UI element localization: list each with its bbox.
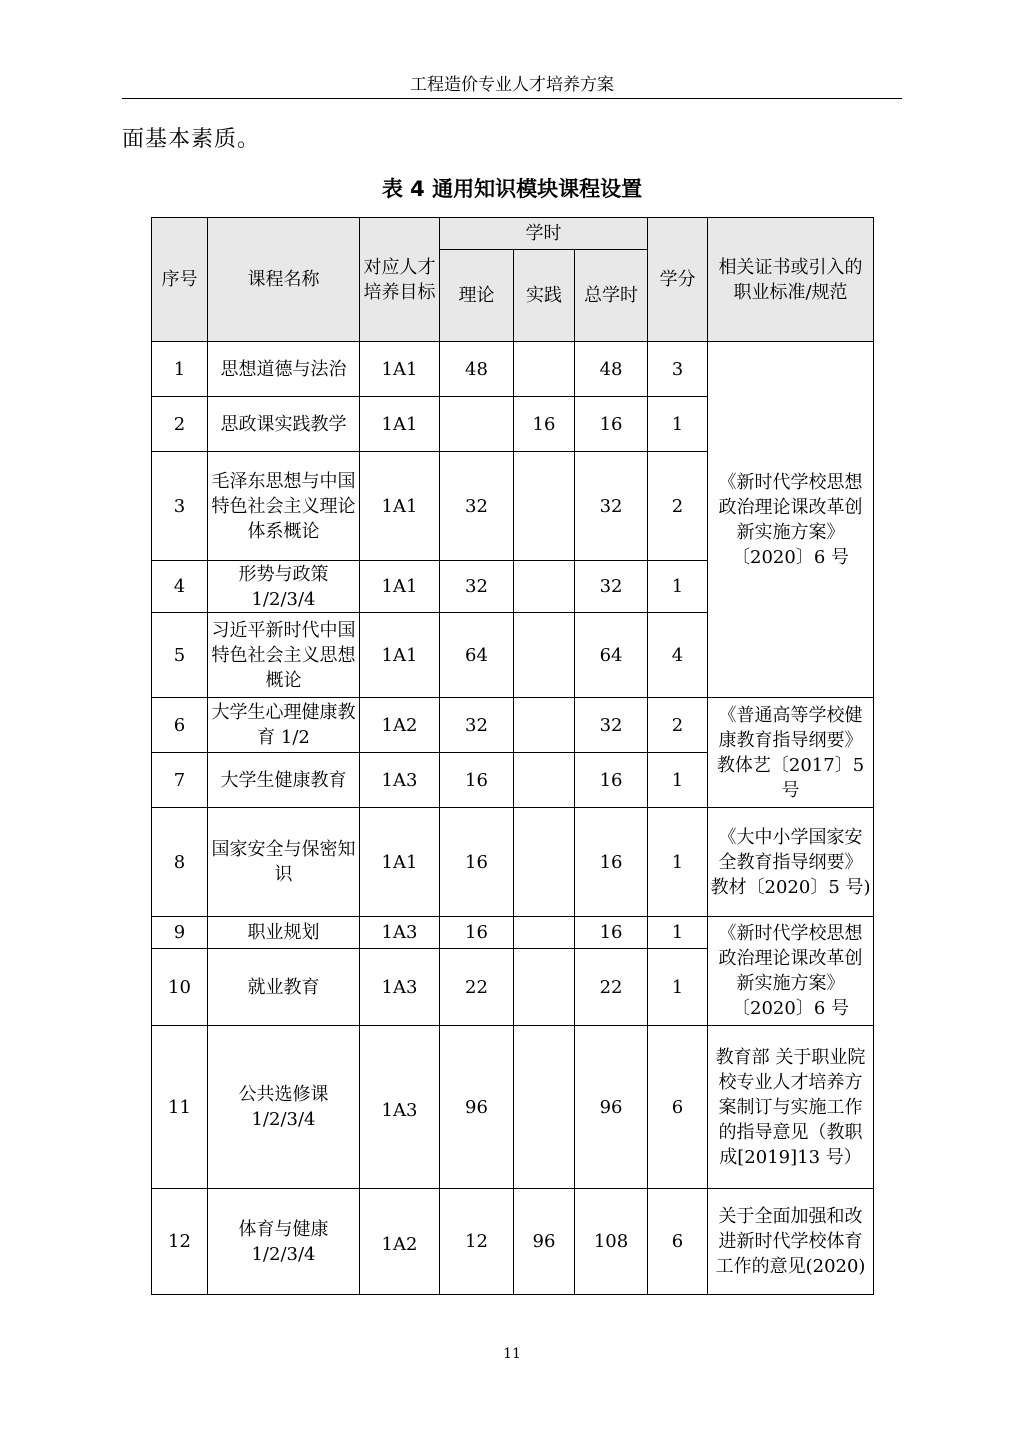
row-seq: 6 [152,698,208,753]
row-target: 1A1 [360,808,440,917]
col-header-cert: 相关证书或引入的职业标准/规范 [708,218,874,342]
row-cert: 《新时代学校思想政治理论课改革创新实施方案》〔2020〕6 号 [708,917,874,1026]
course-table [151,217,874,1295]
row-course-name: 大学生健康教育 [208,753,360,808]
row-target: 1A2 [360,1189,440,1295]
table-row [152,1026,874,1189]
row-credit: 6 [648,1189,708,1295]
row-seq: 7 [152,753,208,808]
table-row [152,808,874,917]
page-number: 11 [503,1346,521,1362]
row-target: 1A3 [360,1026,440,1189]
row-theory: 32 [440,561,514,613]
row-total: 22 [575,949,648,1026]
row-total: 32 [575,561,648,613]
row-practice [514,808,575,917]
row-total: 32 [575,698,648,753]
row-total: 48 [575,342,648,397]
col-header-practice: 实践 [514,250,575,342]
row-total: 16 [575,808,648,917]
col-header-total: 总学时 [575,250,648,342]
row-course-name: 职业规划 [208,917,360,949]
row-seq: 8 [152,808,208,917]
row-target: 1A1 [360,561,440,613]
row-credit: 1 [648,917,708,949]
row-seq: 10 [152,949,208,1026]
row-target: 1A3 [360,917,440,949]
row-theory: 16 [440,917,514,949]
row-practice [514,1026,575,1189]
intro-text: 面基本素质。 [122,127,261,152]
col-header-name: 课程名称 [208,218,360,342]
row-total: 64 [575,613,648,698]
col-header-credit: 学分 [648,218,708,342]
row-course-name: 形势与政策1/2/3/4 [208,561,360,613]
row-credit: 2 [648,452,708,561]
row-total: 16 [575,753,648,808]
row-seq: 3 [152,452,208,561]
row-credit: 2 [648,698,708,753]
row-practice [514,949,575,1026]
row-practice [514,917,575,949]
col-header-seq: 序号 [152,218,208,342]
row-seq: 9 [152,917,208,949]
row-theory: 64 [440,613,514,698]
row-practice [514,342,575,397]
row-course-name: 毛泽东思想与中国特色社会主义理论体系概论 [208,452,360,561]
row-course-name: 体育与健康1/2/3/4 [208,1189,360,1295]
row-seq: 11 [152,1026,208,1189]
table-row [152,1189,874,1295]
row-total: 16 [575,397,648,452]
row-theory: 32 [440,452,514,561]
row-seq: 1 [152,342,208,397]
row-practice: 96 [514,1189,575,1295]
row-cert: 教育部 关于职业院校专业人才培养方案制订与实施工作的指导意见（教职成[2019]13 号） [708,1026,874,1189]
col-header-theory: 理论 [440,250,514,342]
row-practice: 16 [514,397,575,452]
col-header-target: 对应人才培养目标 [360,218,440,342]
row-practice [514,753,575,808]
row-course-name: 思想道德与法治 [208,342,360,397]
row-credit: 4 [648,613,708,698]
row-course-name: 习近平新时代中国特色社会主义思想概论 [208,613,360,698]
row-seq: 5 [152,613,208,698]
table-row [152,698,874,753]
row-total: 16 [575,917,648,949]
row-practice [514,561,575,613]
row-practice [514,613,575,698]
row-course-name: 国家安全与保密知识 [208,808,360,917]
row-course-name: 公共选修课1/2/3/4 [208,1026,360,1189]
row-seq: 2 [152,397,208,452]
row-theory: 16 [440,808,514,917]
row-credit: 1 [648,949,708,1026]
row-target: 1A3 [360,949,440,1026]
row-cert: 《普通高等学校健康教育指导纲要》教体艺〔2017〕5 号 [708,698,874,808]
row-theory: 48 [440,342,514,397]
row-course-name: 大学生心理健康教育 1/2 [208,698,360,753]
row-theory: 16 [440,753,514,808]
row-total: 108 [575,1189,648,1295]
row-total: 32 [575,452,648,561]
row-credit: 6 [648,1026,708,1189]
row-theory: 96 [440,1026,514,1189]
row-cert: 《大中小学国家安全教育指导纲要》教材〔2020〕5 号) [708,808,874,917]
row-cert: 《新时代学校思想政治理论课改革创新实施方案》〔2020〕6 号 [708,342,874,698]
row-target: 1A1 [360,342,440,397]
row-practice [514,452,575,561]
row-theory: 12 [440,1189,514,1295]
row-total: 96 [575,1026,648,1189]
table-row [152,342,874,397]
row-credit: 1 [648,561,708,613]
row-course-name: 就业教育 [208,949,360,1026]
row-credit: 1 [648,397,708,452]
row-seq: 12 [152,1189,208,1295]
row-target: 1A3 [360,753,440,808]
header-divider [122,98,902,99]
row-credit: 3 [648,342,708,397]
row-seq: 4 [152,561,208,613]
row-course-name: 思政课实践教学 [208,397,360,452]
row-target: 1A1 [360,452,440,561]
table-title: 表 4 通用知识模块课程设置 [381,177,643,201]
row-theory [440,397,514,452]
row-target: 1A2 [360,698,440,753]
row-theory: 22 [440,949,514,1026]
row-practice [514,698,575,753]
row-theory: 32 [440,698,514,753]
row-credit: 1 [648,808,708,917]
table-row [152,917,874,949]
row-target: 1A1 [360,613,440,698]
row-cert: 关于全面加强和改进新时代学校体育工作的意见(2020) [708,1189,874,1295]
page-header: 工程造价专业人才培养方案 [410,75,614,95]
row-target: 1A1 [360,397,440,452]
row-credit: 1 [648,753,708,808]
col-header-hours: 学时 [440,218,648,250]
